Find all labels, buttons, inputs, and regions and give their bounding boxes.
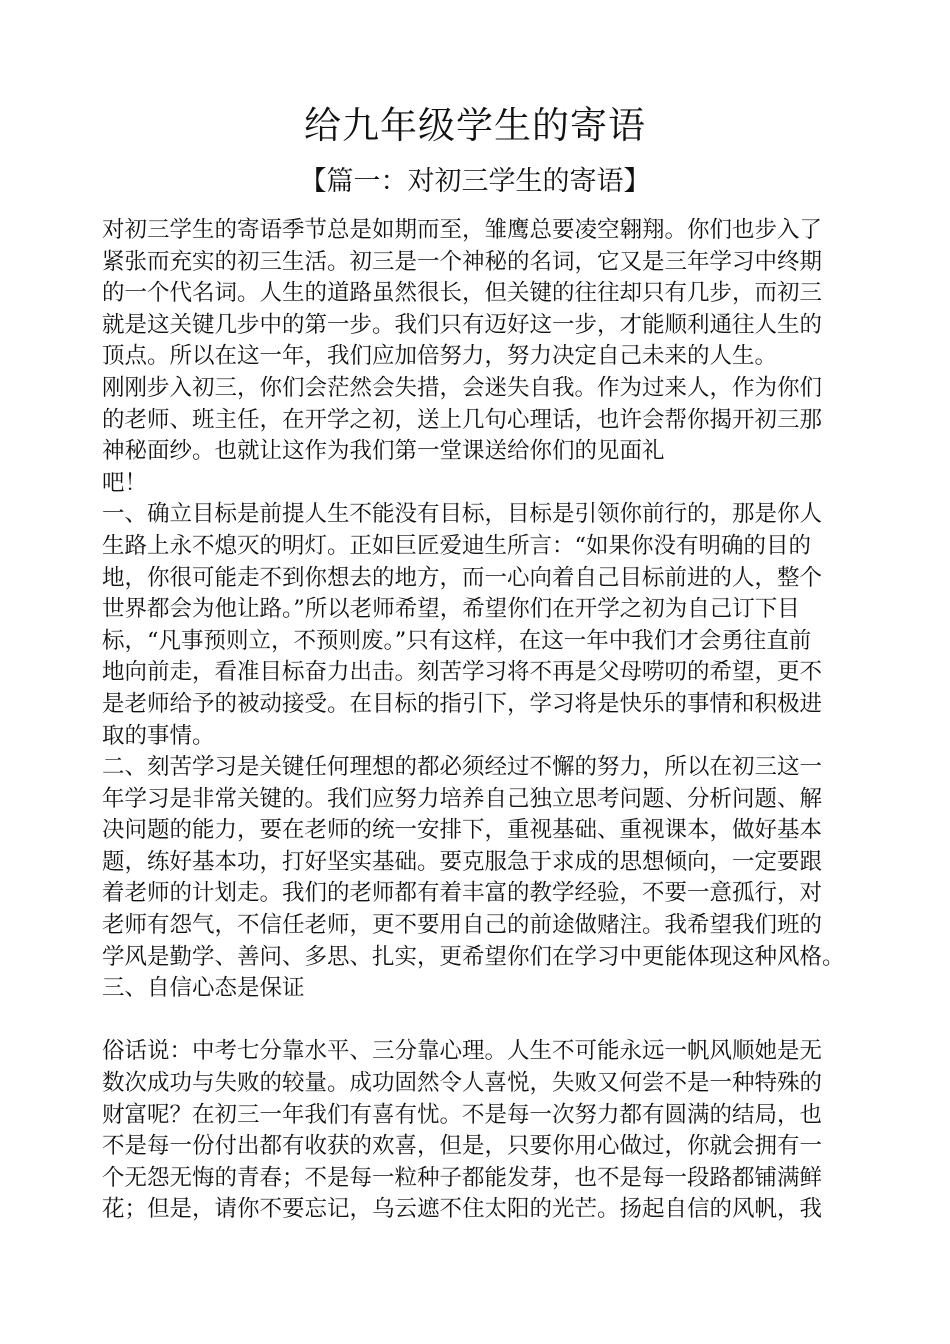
text-line: 刚刚步入初三，你们会茫然会失措，会迷失自我。作为过来人，作为你们 [102,374,823,401]
text-line: 学风是勤学、善问、多思、扎实，更希望你们在学习中更能体现这种风格。 [102,943,845,970]
text-line: 三、自信心态是保证 [102,975,305,1002]
text-line: 世界都会为他让路。”所以老师希望，希望你们在开学之初为自己订下目 [102,596,800,623]
text-line: 地向前走，看准目标奋力出击。刻苦学习将不再是父母唠叨的希望，更不 [102,659,823,686]
document-title: 给九年级学生的寄语 [304,104,646,147]
text-line: 吧！ [102,469,148,496]
text-line: 年学习是非常关键的。我们应努力培养自己独立思考问题、分析问题、解 [102,785,823,812]
text-line: 就是这关键几步中的第一步。我们只有迈好这一步，才能顺利通往人生的 [102,311,823,338]
text-line: 地，你很可能走不到你想去的地方，而一心向着自己目标前进的人，整个 [102,564,823,591]
text-line: 题，练好基本功，打好坚实基础。要克服急于求成的思想倾向，一定要跟 [102,848,823,875]
blank-line [102,1005,862,1037]
text-line: 决问题的能力，要在老师的统一安排下，重视基础、重视课本，做好基本 [102,817,823,844]
text-line: 着老师的计划走。我们的老师都有着丰富的教学经验，不要一意孤行，对 [102,880,823,907]
text-line: 神秘面纱。也就让这作为我们第一堂课送给你们的见面礼 [102,438,665,465]
text-line: 花；但是，请你不要忘记，乌云遮不住太阳的光芒。扬起自信的风帆，我 [102,1196,823,1223]
text-line: 紧张而充实的初三生活。初三是一个神秘的名词，它又是三年学习中终期 [102,248,823,275]
text-line: 不是每一份付出都有收获的欢喜，但是，只要你用心做过，你就会拥有一 [102,1133,823,1160]
text-line: 二、刻苦学习是关键任何理想的都必须经过不懈的努力，所以在初三这一 [102,754,823,781]
text-line: 财富呢？在初三一年我们有喜有忧。不是每一次努力都有圆满的结局，也 [102,1101,823,1128]
text-line: 取的事情。 [102,722,215,749]
text-line: 对初三学生的寄语季节总是如期而至，雏鹰总要凌空翱翔。你们也步入了 [102,217,823,243]
text-line: 标，“凡事预则立，不预则废。”只有这样，在这一年中我们才会勇往直前 [102,627,812,654]
text-line: 个无怨无悔的青春；不是每一粒种子都能发芽，也不是每一段路都铺满鲜 [102,1164,823,1191]
text-line: 生路上永不熄灭的明灯。正如巨匠爱迪生所言：“如果你没有明确的目的 [102,532,812,559]
text-line: 的老师、班主任，在开学之初，送上几句心理话，也许会帮你揭开初三那 [102,406,823,433]
text-line: 是老师给予的被动接受。在目标的指引下，学习将是快乐的事情和积极进 [102,690,823,717]
text-line: 数次成功与失败的较量。成功固然令人喜悦，失败又何尝不是一种特殊的 [102,1070,823,1097]
section-heading: 【篇一：对初三学生的寄语】 [299,166,651,197]
text-line: 一、确立目标是前提人生不能没有目标，目标是引领你前行的，那是你人 [102,501,823,528]
text-line: 顶点。所以在这一年，我们应加倍努力，努力决定自己未来的人生。 [102,343,778,370]
text-line: 俗话说：中考七分靠水平、三分靠心理。人生不可能永远一帆风顺她是无 [102,1038,823,1065]
text-line: 老师有怨气，不信任老师，更不要用自己的前途做赌注。我希望我们班的 [102,912,823,939]
body-text [102,215,862,1226]
text-line: 的一个代名词。人生的道路虽然很长，但关键的往往却只有几步，而初三 [102,280,823,307]
